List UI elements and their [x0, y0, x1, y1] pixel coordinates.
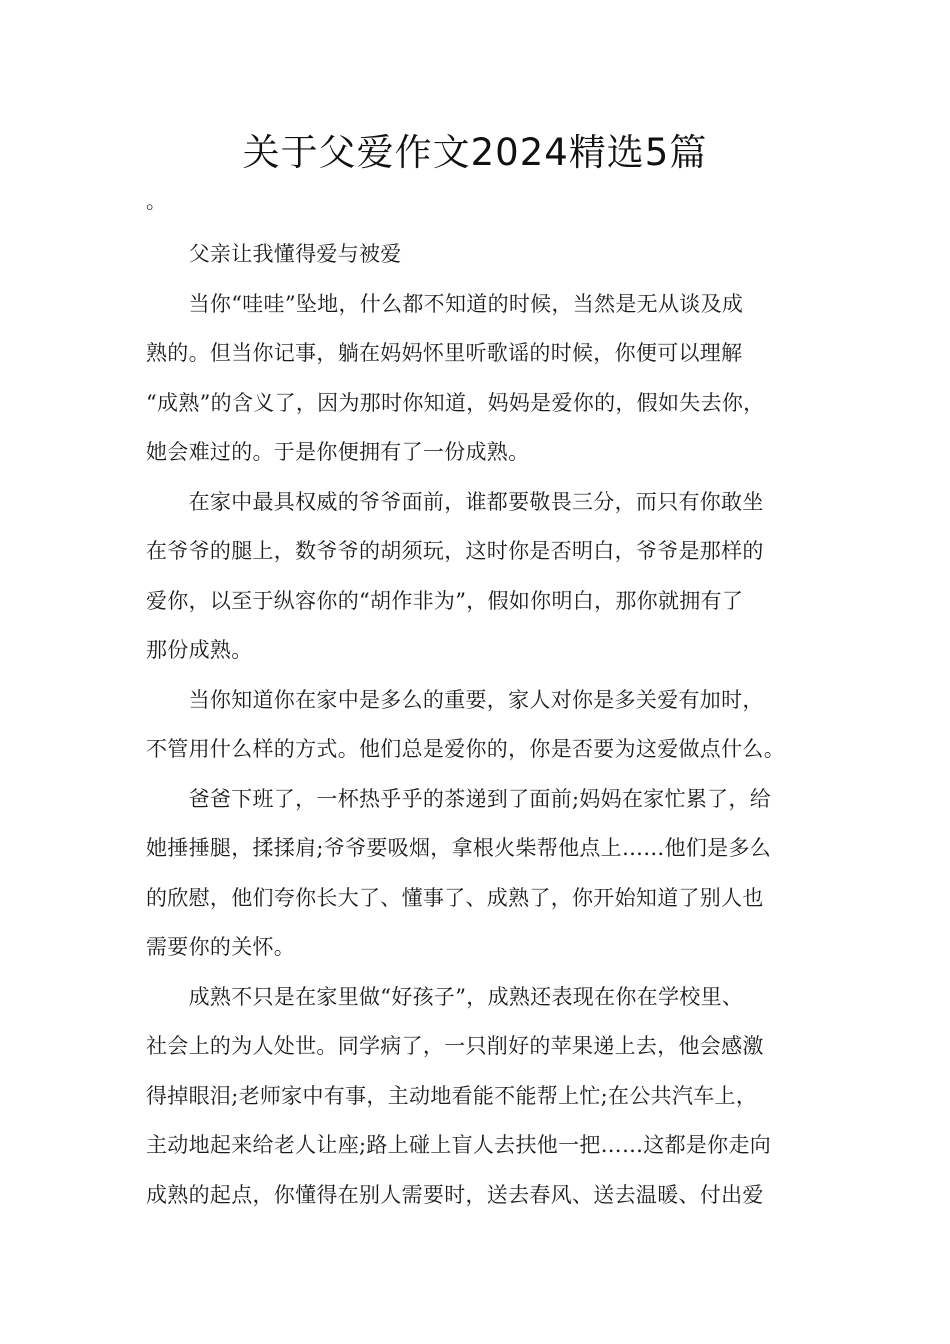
text-line: 成熟的起点，你懂得在别人需要时，送去春风、送去温暖、付出爱 — [146, 1182, 764, 1207]
stray-period: 。 — [146, 189, 166, 213]
text-line: 在爷爷的腿上，数爷爷的胡须玩，这时你是否明白，爷爷是那样的 — [146, 539, 764, 563]
text-line: 她捶捶腿，揉揉肩;爷爷要吸烟，拿根火柴帮他点上……他们是多么 — [146, 836, 772, 860]
text-line: 成熟不只是在家里做“好孩子”，成熟还表现在你在学校里、 — [146, 984, 744, 1009]
text-line: 不管用什么样的方式。他们总是爱你的，你是否要为这爱做点什么。 — [146, 737, 785, 761]
text-line: 社会上的为人处世。同学病了，一只削好的苹果递上去，他会感激 — [146, 1034, 764, 1058]
text-line: “成熟”的含义了，因为那时你知道，妈妈是爱你的，假如失去你， — [146, 390, 765, 415]
text-line: 主动地起来给老人让座;路上碰上盲人去扶他一把……这都是你走向 — [146, 1133, 772, 1157]
text-line: 当你“哇哇”坠地，什么都不知道的时候，当然是无从谈及成 — [146, 291, 744, 316]
article-body — [146, 230, 816, 1220]
text-line: 那份成熟。 — [146, 638, 253, 662]
text-line: 她会难过的。于是你便拥有了一份成熟。 — [146, 440, 530, 464]
text-line: 熟的。但当你记事，躺在妈妈怀里听歌谣的时候，你便可以理解 — [146, 341, 743, 365]
text-line: 在家中最具权威的爷爷面前，谁都要敬畏三分，而只有你敢坐 — [146, 489, 764, 514]
text-line: 得掉眼泪;老师家中有事，主动地看能不能帮上忙;在公共汽车上， — [146, 1083, 758, 1108]
text-line: 爸爸下班了，一杯热乎乎的茶递到了面前;妈妈在家忙累了，给 — [146, 786, 772, 811]
text-line: 的欣慰，他们夸你长大了、懂事了、成熟了，你开始知道了别人也 — [146, 885, 764, 910]
text-line: 父亲让我懂得爱与被爱 — [146, 242, 402, 266]
text-line: 爱你，以至于纵容你的“胡作非为”，假如你明白，那你就拥有了 — [146, 588, 744, 613]
text-line: 需要你的关怀。 — [146, 935, 296, 959]
document-title: 关于父爱作文2024精选5篇 — [242, 131, 708, 174]
text-line: 当你知道你在家中是多么的重要，家人对你是多关爱有加时， — [146, 687, 764, 712]
